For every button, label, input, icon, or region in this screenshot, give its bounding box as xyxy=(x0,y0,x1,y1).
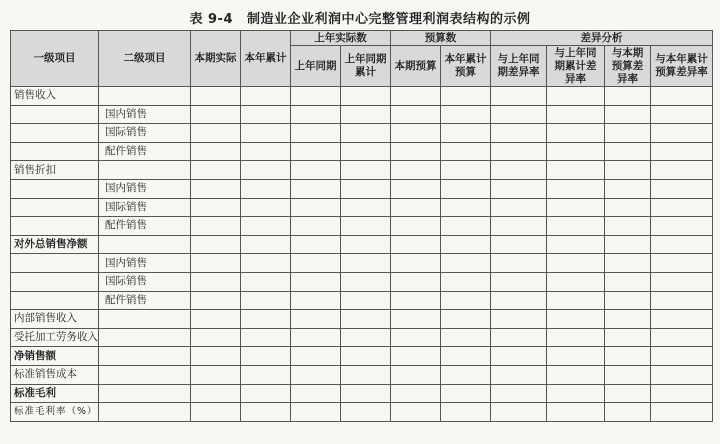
value-cell xyxy=(241,142,291,161)
header-ytd-budget: 本年累计预算 xyxy=(441,46,491,87)
value-cell xyxy=(441,347,491,366)
value-cell xyxy=(547,254,605,273)
value-cell xyxy=(491,235,547,254)
table-body xyxy=(11,87,713,422)
value-cell xyxy=(241,198,291,217)
value-cell xyxy=(651,161,713,180)
value-cell xyxy=(441,254,491,273)
value-cell xyxy=(341,235,391,254)
header-var-ly-period: 与上年同期差异率 xyxy=(491,46,547,87)
value-cell xyxy=(491,198,547,217)
value-cell xyxy=(191,328,241,347)
value-cell xyxy=(651,328,713,347)
value-cell xyxy=(605,328,651,347)
value-cell xyxy=(341,142,391,161)
value-cell xyxy=(391,161,441,180)
value-cell xyxy=(391,291,441,310)
header-current-budget: 本期预算 xyxy=(391,46,441,87)
value-cell xyxy=(191,365,241,384)
value-cell xyxy=(291,310,341,329)
value-cell xyxy=(605,105,651,124)
row-level2: 国际销售 xyxy=(99,198,191,217)
value-cell xyxy=(391,328,441,347)
value-cell xyxy=(241,87,291,106)
row-level1: 标准销售成本 xyxy=(11,365,99,384)
value-cell xyxy=(491,124,547,143)
table-row xyxy=(11,217,713,236)
value-cell xyxy=(441,179,491,198)
value-cell xyxy=(191,87,241,106)
value-cell xyxy=(651,291,713,310)
table-row xyxy=(11,87,713,106)
value-cell xyxy=(547,291,605,310)
value-cell xyxy=(291,217,341,236)
value-cell xyxy=(491,384,547,403)
value-cell xyxy=(547,161,605,180)
value-cell xyxy=(291,291,341,310)
value-cell xyxy=(191,179,241,198)
table-row xyxy=(11,254,713,273)
value-cell xyxy=(191,105,241,124)
value-cell xyxy=(547,310,605,329)
row-level1 xyxy=(11,179,99,198)
table-row xyxy=(11,124,713,143)
value-cell xyxy=(547,124,605,143)
value-cell xyxy=(605,87,651,106)
value-cell xyxy=(491,310,547,329)
value-cell xyxy=(605,142,651,161)
row-level2 xyxy=(99,347,191,366)
value-cell xyxy=(391,235,441,254)
value-cell xyxy=(547,403,605,422)
table-row xyxy=(11,142,713,161)
value-cell xyxy=(651,142,713,161)
value-cell xyxy=(341,291,391,310)
value-cell xyxy=(191,142,241,161)
profit-statement-table xyxy=(10,30,713,422)
value-cell xyxy=(547,87,605,106)
value-cell xyxy=(605,365,651,384)
table-row xyxy=(11,365,713,384)
value-cell xyxy=(547,105,605,124)
value-cell xyxy=(241,310,291,329)
value-cell xyxy=(547,272,605,291)
value-cell xyxy=(651,384,713,403)
value-cell xyxy=(605,254,651,273)
value-cell xyxy=(191,161,241,180)
value-cell xyxy=(491,142,547,161)
table-caption: 制造业企业利润中心完整管理利润表结构的示例 xyxy=(247,12,531,27)
value-cell xyxy=(605,384,651,403)
value-cell xyxy=(341,217,391,236)
header-last-year-same-period: 上年同期 xyxy=(291,46,341,87)
value-cell xyxy=(491,328,547,347)
value-cell xyxy=(491,179,547,198)
header-ytd-actual: 本年累计 xyxy=(241,31,291,87)
value-cell xyxy=(547,142,605,161)
value-cell xyxy=(391,179,441,198)
value-cell xyxy=(491,272,547,291)
row-level1 xyxy=(11,198,99,217)
value-cell xyxy=(341,384,391,403)
value-cell xyxy=(491,87,547,106)
value-cell xyxy=(391,87,441,106)
row-level1 xyxy=(11,272,99,291)
value-cell xyxy=(651,310,713,329)
row-level1 xyxy=(11,291,99,310)
value-cell xyxy=(651,124,713,143)
row-level1: 销售折扣 xyxy=(11,161,99,180)
value-cell xyxy=(391,403,441,422)
value-cell xyxy=(291,124,341,143)
value-cell xyxy=(291,365,341,384)
table-row xyxy=(11,198,713,217)
value-cell xyxy=(241,403,291,422)
value-cell xyxy=(391,198,441,217)
value-cell xyxy=(341,198,391,217)
value-cell xyxy=(547,384,605,403)
value-cell xyxy=(191,347,241,366)
value-cell xyxy=(605,272,651,291)
value-cell xyxy=(441,328,491,347)
value-cell xyxy=(547,217,605,236)
value-cell xyxy=(391,105,441,124)
row-level2 xyxy=(99,365,191,384)
value-cell xyxy=(441,198,491,217)
value-cell xyxy=(241,291,291,310)
table-row xyxy=(11,235,713,254)
value-cell xyxy=(241,365,291,384)
row-level2 xyxy=(99,161,191,180)
table-row xyxy=(11,384,713,403)
value-cell xyxy=(651,235,713,254)
value-cell xyxy=(547,365,605,384)
value-cell xyxy=(441,384,491,403)
row-level1 xyxy=(11,105,99,124)
value-cell xyxy=(291,142,341,161)
row-level1: 内部销售收入 xyxy=(11,310,99,329)
value-cell xyxy=(191,254,241,273)
value-cell xyxy=(441,105,491,124)
row-level2 xyxy=(99,310,191,329)
row-level1: 销售收入 xyxy=(11,87,99,106)
value-cell xyxy=(547,235,605,254)
value-cell xyxy=(191,198,241,217)
value-cell xyxy=(491,254,547,273)
table-row xyxy=(11,161,713,180)
value-cell xyxy=(441,365,491,384)
value-cell xyxy=(391,254,441,273)
value-cell xyxy=(441,124,491,143)
value-cell xyxy=(291,384,341,403)
value-cell xyxy=(441,142,491,161)
table-row xyxy=(11,179,713,198)
header-current-actual: 本期实际 xyxy=(191,31,241,87)
value-cell xyxy=(651,87,713,106)
value-cell xyxy=(491,105,547,124)
value-cell xyxy=(491,161,547,180)
value-cell xyxy=(341,87,391,106)
value-cell xyxy=(191,217,241,236)
header-last-year-same-ytd: 上年同期累计 xyxy=(341,46,391,87)
value-cell xyxy=(391,365,441,384)
value-cell xyxy=(241,254,291,273)
row-level2 xyxy=(99,403,191,422)
row-level1: 受托加工劳务收入 xyxy=(11,328,99,347)
row-level1 xyxy=(11,124,99,143)
value-cell xyxy=(191,291,241,310)
value-cell xyxy=(651,365,713,384)
value-cell xyxy=(605,347,651,366)
value-cell xyxy=(241,384,291,403)
row-level2: 国内销售 xyxy=(99,179,191,198)
value-cell xyxy=(547,347,605,366)
row-level2: 配件销售 xyxy=(99,217,191,236)
value-cell xyxy=(291,403,341,422)
header-budget-group: 预算数 xyxy=(391,31,491,46)
table-row xyxy=(11,328,713,347)
value-cell xyxy=(491,365,547,384)
value-cell xyxy=(291,347,341,366)
value-cell xyxy=(651,105,713,124)
value-cell xyxy=(341,403,391,422)
row-level1 xyxy=(11,217,99,236)
value-cell xyxy=(341,272,391,291)
value-cell xyxy=(391,217,441,236)
row-level2 xyxy=(99,87,191,106)
value-cell xyxy=(605,198,651,217)
value-cell xyxy=(391,347,441,366)
value-cell xyxy=(341,328,391,347)
row-level1: 标准毛利率（%） xyxy=(11,403,99,422)
row-level1 xyxy=(11,254,99,273)
value-cell xyxy=(241,179,291,198)
value-cell xyxy=(291,328,341,347)
table-row xyxy=(11,291,713,310)
value-cell xyxy=(191,124,241,143)
value-cell xyxy=(341,365,391,384)
value-cell xyxy=(441,235,491,254)
value-cell xyxy=(391,142,441,161)
value-cell xyxy=(291,254,341,273)
value-cell xyxy=(491,291,547,310)
value-cell xyxy=(547,198,605,217)
value-cell xyxy=(391,272,441,291)
row-level1: 对外总销售净额 xyxy=(11,235,99,254)
value-cell xyxy=(241,124,291,143)
header-var-budget-period: 与本期预算差异率 xyxy=(605,46,651,87)
value-cell xyxy=(241,105,291,124)
table-number: 表 9-4 xyxy=(189,12,233,27)
value-cell xyxy=(291,235,341,254)
value-cell xyxy=(441,217,491,236)
value-cell xyxy=(605,310,651,329)
value-cell xyxy=(605,235,651,254)
value-cell xyxy=(341,161,391,180)
table-row xyxy=(11,310,713,329)
value-cell xyxy=(241,347,291,366)
value-cell xyxy=(341,179,391,198)
value-cell xyxy=(441,272,491,291)
value-cell xyxy=(291,179,341,198)
row-level2 xyxy=(99,235,191,254)
value-cell xyxy=(651,403,713,422)
row-level2: 配件销售 xyxy=(99,291,191,310)
value-cell xyxy=(491,403,547,422)
row-level2 xyxy=(99,328,191,347)
value-cell xyxy=(391,310,441,329)
value-cell xyxy=(605,179,651,198)
table-row xyxy=(11,105,713,124)
value-cell xyxy=(241,272,291,291)
value-cell xyxy=(341,254,391,273)
value-cell xyxy=(547,179,605,198)
value-cell xyxy=(491,347,547,366)
value-cell xyxy=(605,291,651,310)
value-cell xyxy=(651,217,713,236)
header-var-ly-ytd: 与上年同期累计差异率 xyxy=(547,46,605,87)
value-cell xyxy=(241,328,291,347)
row-level2: 配件销售 xyxy=(99,142,191,161)
value-cell xyxy=(291,87,341,106)
value-cell xyxy=(651,272,713,291)
value-cell xyxy=(191,310,241,329)
row-level1 xyxy=(11,142,99,161)
header-var-budget-ytd: 与本年累计预算差异率 xyxy=(651,46,713,87)
value-cell xyxy=(291,161,341,180)
row-level2 xyxy=(99,384,191,403)
table-row xyxy=(11,347,713,366)
header-last-year-group: 上年实际数 xyxy=(291,31,391,46)
value-cell xyxy=(441,161,491,180)
row-level1: 净销售额 xyxy=(11,347,99,366)
value-cell xyxy=(651,179,713,198)
value-cell xyxy=(241,217,291,236)
header-level1: 一级项目 xyxy=(11,31,99,87)
value-cell xyxy=(341,105,391,124)
value-cell xyxy=(441,291,491,310)
row-level2: 国际销售 xyxy=(99,272,191,291)
value-cell xyxy=(341,310,391,329)
value-cell xyxy=(191,403,241,422)
value-cell xyxy=(605,217,651,236)
value-cell xyxy=(341,124,391,143)
value-cell xyxy=(605,161,651,180)
value-cell xyxy=(391,384,441,403)
value-cell xyxy=(441,310,491,329)
value-cell xyxy=(651,347,713,366)
row-level2: 国际销售 xyxy=(99,124,191,143)
value-cell xyxy=(191,235,241,254)
row-level2: 国内销售 xyxy=(99,105,191,124)
header-level2: 二级项目 xyxy=(99,31,191,87)
value-cell xyxy=(651,254,713,273)
value-cell xyxy=(605,403,651,422)
value-cell xyxy=(241,235,291,254)
header-variance-group: 差异分析 xyxy=(491,31,713,46)
value-cell xyxy=(605,124,651,143)
value-cell xyxy=(391,124,441,143)
value-cell xyxy=(291,198,341,217)
value-cell xyxy=(441,87,491,106)
value-cell xyxy=(291,272,341,291)
value-cell xyxy=(191,272,241,291)
value-cell xyxy=(651,198,713,217)
value-cell xyxy=(441,403,491,422)
table-row xyxy=(11,272,713,291)
value-cell xyxy=(341,347,391,366)
row-level2: 国内销售 xyxy=(99,254,191,273)
table-title xyxy=(0,8,720,27)
value-cell xyxy=(241,161,291,180)
value-cell xyxy=(491,217,547,236)
value-cell xyxy=(191,384,241,403)
row-level1: 标准毛利 xyxy=(11,384,99,403)
value-cell xyxy=(547,328,605,347)
value-cell xyxy=(291,105,341,124)
table-row xyxy=(11,403,713,422)
